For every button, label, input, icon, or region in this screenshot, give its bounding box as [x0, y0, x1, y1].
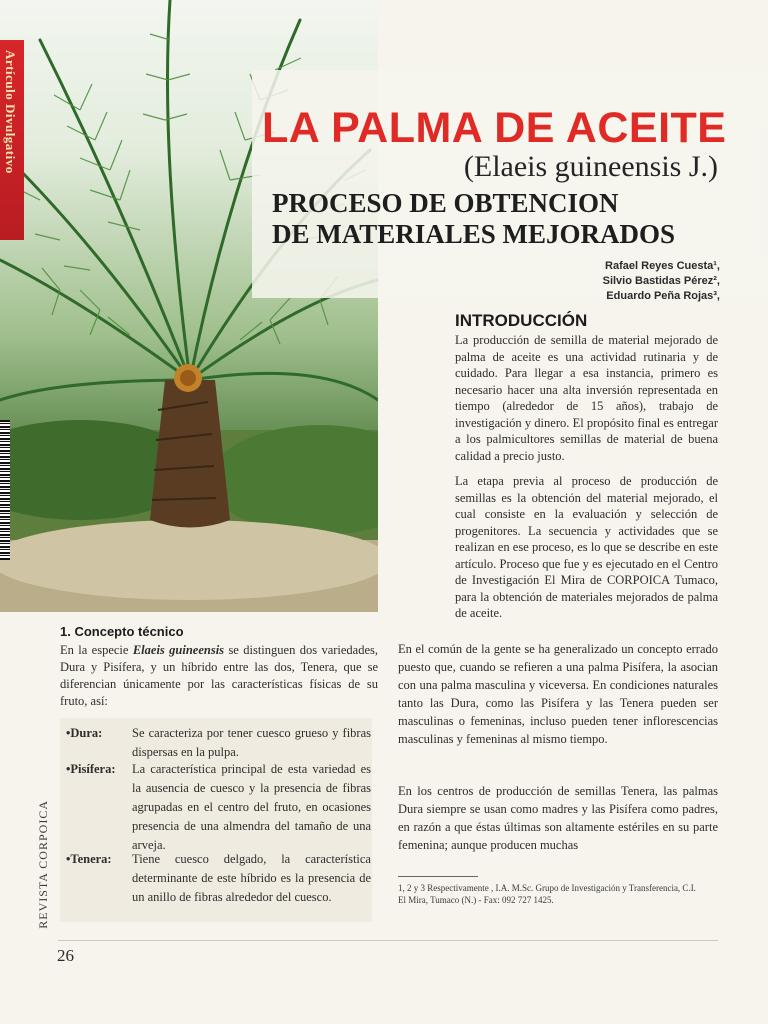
- section-heading: 1. Concepto técnico: [60, 624, 184, 639]
- journal-name: REVISTA CORPOICA: [36, 800, 50, 929]
- author-list: [603, 259, 720, 304]
- article-type-tab: [0, 40, 24, 240]
- right-paragraph-2: En los centros de producción de semillas Tenera, las palmas Dura siempre se usan como madres y las Pisífera como padres, en razón a que éstas últimas son altamente estériles en su parte femenina; aunque producen muchas: [398, 784, 718, 852]
- article-type-label: Artículo Divulgativo: [3, 50, 18, 174]
- section-paragraph-pre: En la especie: [60, 643, 133, 657]
- subtitle-line-1: PROCESO DE OBTENCION: [272, 188, 619, 218]
- variety-term: •Pisífera:: [66, 762, 116, 776]
- variety-pisifera: [66, 760, 371, 855]
- page-divider: [58, 940, 718, 941]
- variety-definition: Se caracteriza por tener cuesco grueso y fibras dispersas en la pulpa.: [132, 726, 371, 759]
- variety-term: •Tenera:: [66, 852, 112, 866]
- page-number: 26: [57, 946, 74, 965]
- variety-definition: Tiene cuesco delgado, la característica determinante de este híbrido es la presencia de un anillo de fibras alrededor del cuesco.: [132, 852, 371, 904]
- barcode-strip: [0, 420, 10, 560]
- article-subtitle: [272, 188, 675, 250]
- author-1: Rafael Reyes Cuesta¹,: [605, 260, 720, 272]
- section-paragraph: [60, 642, 378, 710]
- variety-dura: [66, 724, 371, 762]
- author-3: Eduardo Peña Rojas³,: [606, 290, 720, 302]
- intro-paragraph-2: La etapa previa al proceso de producción de semillas es la obtención del material mejorado, el cual consiste en la evaluación y selección de progenitores. La secuencia y actividades que se realizan en ese proceso, es lo que se describe en este artículo. Proceso que fue y es ejecutado en el Centro de Investigación El Mira de CORPOICA Tumaco, para la obtención de materiales mejorados de palma de aceite.: [455, 474, 718, 620]
- species-name: Elaeis guineensis: [132, 643, 225, 657]
- subtitle-line-2: DE MATERIALES MEJORADOS: [272, 219, 676, 249]
- article-title: LA PALMA DE ACEITE: [262, 104, 727, 152]
- intro-heading: INTRODUCCIÓN: [455, 311, 588, 330]
- footnote-rule: [398, 876, 478, 877]
- author-2: Silvio Bastidas Pérez²,: [602, 275, 720, 287]
- right-paragraph-1: En el común de la gente se ha generalizado un concepto errado puesto que, cuando se refieren a una palma Pisífera, la asocian con una palma masculina y viceversa. En condiciones naturales tanto las Dura, como las Pisífera y las Tenera pueden ser masculinas o femeninas, incluso pueden tener inflorescencias masculinas y femeninas al mismo tiempo.: [398, 642, 718, 746]
- footnote: 1, 2 y 3 Respectivamente , I.A. M.Sc. Grupo de Investigación y Transferencia, C.I. El Mira, Tumaco (N.) - Fax: 092 727 1425.: [398, 883, 696, 905]
- section-paragraph-post: se distinguen dos variedades, Dura y Pisífera, y un híbrido entre las dos, Tenera, que se diferencian únicamente por las características físicas de su fruto, así:: [60, 643, 379, 708]
- variety-tenera: [66, 850, 371, 907]
- variety-term: •Dura:: [66, 726, 103, 740]
- intro-paragraph-1: La producción de semilla de material mejorado de palma de aceite es una actividad rutinaria y de cuidado. Para llegar a esa instancia, primero es necesario hacer una alta inversión representada en tiempo (alrededor de 15 años), trabajo de investigación y dinero. El propósito final es entregar a los palmicultores semillas de material de buena calidad a precio justo.: [455, 333, 718, 463]
- variety-definition: La característica principal de esta variedad es la ausencia de cuesco y la presencia de fibras agrupadas en el centro del fruto, en ocasiones presencia de una almendra del tamaño de una arveja.: [132, 762, 371, 852]
- scientific-name: (Elaeis guineensis J.): [463, 150, 718, 183]
